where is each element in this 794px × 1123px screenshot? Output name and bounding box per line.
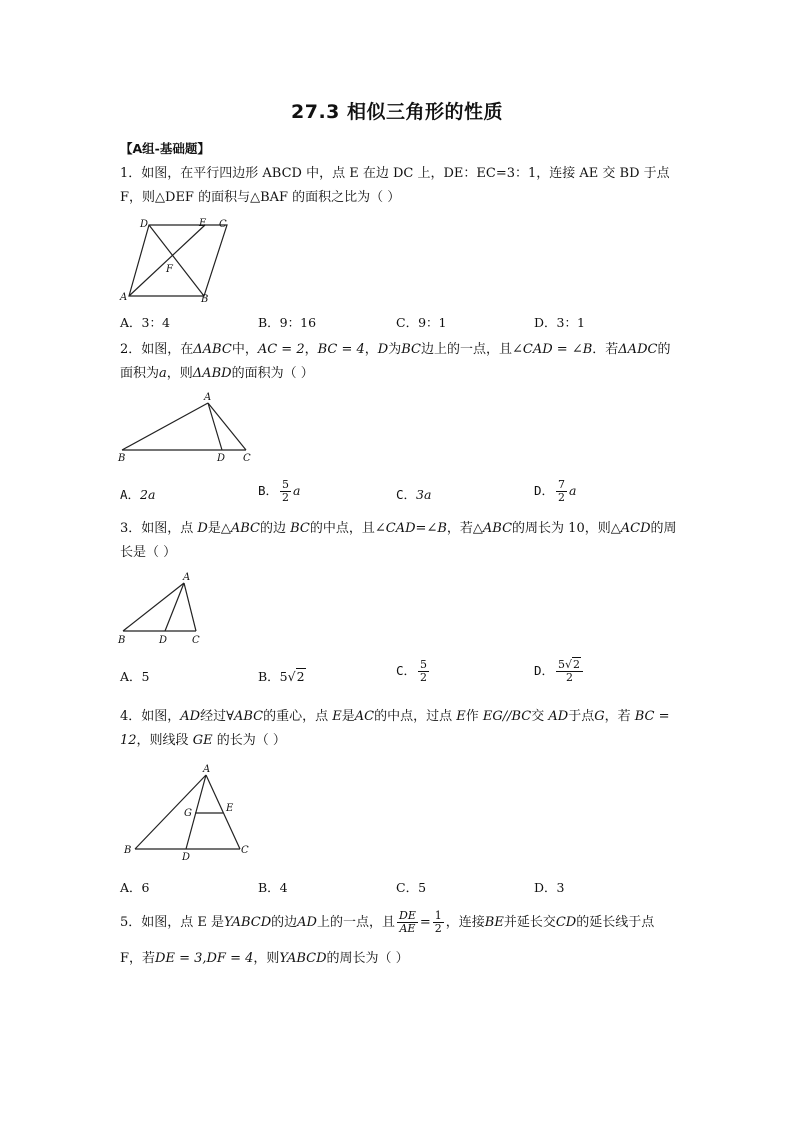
fraction-half: $\frac{1}{2}$ [434, 909, 442, 935]
label-c: C [219, 219, 227, 230]
question-3-options [120, 659, 680, 693]
question-3-text: 3．如图，点 D是△ABC的边 BC的中点，且∠CAD=∠B，若△ABC的周长为 10，则△ACD的周长是（ ） [120, 521, 677, 560]
label-a: A [120, 292, 128, 303]
label-f: F [166, 264, 173, 275]
question-5-text: 5．如图，点 E 是YABCD的边AD上的一点，且 $\frac{DE}{AE}$ = $\frac{1}{2}$ ，连接BE并延长交CD的延长线于点 F，若DE = 3,DF = 4，则YABCD的周长为（ ） [120, 909, 655, 966]
label-g: G [184, 808, 192, 819]
option-c[interactable]: C．9：1 [396, 315, 447, 330]
fraction: $\frac{5√2}{2}$ [556, 659, 583, 684]
label-e: E [199, 218, 207, 229]
question-4-figure [120, 762, 260, 864]
segment-ae [129, 225, 205, 296]
section-heading: 【A组-基础题】 [120, 141, 210, 156]
segment-bd [149, 225, 204, 296]
option-c[interactable]: C．3a [396, 487, 432, 502]
label-d: D [140, 219, 149, 230]
option-a[interactable]: A．2a [120, 487, 156, 502]
option-d[interactable]: D．3：1 [534, 315, 585, 330]
question-1-options [120, 313, 680, 339]
label-a: A [183, 572, 191, 583]
segment-ac [208, 403, 246, 450]
fraction-de-ae: $\frac{DE}{AE}$ [399, 909, 416, 935]
option-b[interactable]: B．5√2 [258, 669, 305, 684]
segment-ac [184, 583, 196, 631]
fraction: $\frac{5}{2}$ [282, 478, 290, 504]
label-b: B [201, 294, 209, 305]
question-1-text: 1．如图，在平行四边形 ABCD 中，点 E 在边 DC 上，DE：EC=3：1，连接 AE 交 BD 于点 F，则△DEF 的面积与△BAF 的面积之比为（ ） [120, 166, 670, 205]
option-a[interactable]: A．5 [120, 669, 150, 684]
question-4-text: 4．如图，AD经过∀ABC的重心，点 E是AC的中点，过点 E作 EG//BC交 AD于点G，若 BC = 12，则线段 GE 的长为（ ） [120, 709, 670, 748]
option-a[interactable]: A．6 [120, 880, 150, 895]
label-c: C [241, 845, 249, 856]
option-d[interactable]: D．3 [534, 880, 565, 895]
option-c[interactable]: C．5 [396, 880, 427, 895]
label-d: D [217, 453, 226, 464]
label-b: B [118, 453, 126, 464]
question-1-figure [118, 216, 233, 306]
segment-ab [135, 775, 206, 849]
label-b: B [118, 635, 126, 646]
question-3-figure [116, 570, 216, 648]
question-2-text: 2．如图，在ΔABC中，AC = 2，BC = 4，D为BC边上的一点，且∠CAD = ∠B．若ΔADC的面积为a，则ΔABD的面积为（ ） [120, 342, 671, 381]
label-c: C [192, 635, 200, 646]
fraction: $\frac{5}{2}$ [420, 658, 428, 684]
segment-ac [206, 775, 240, 849]
option-d[interactable]: D． $\frac{7}{2}$ a [534, 478, 577, 504]
label-a: A [203, 764, 211, 775]
option-d[interactable]: D． $\frac{5√2}{2}$ [534, 659, 585, 684]
option-c[interactable]: C． $\frac{5}{2}$ [396, 658, 428, 684]
question-2-options [120, 479, 680, 511]
label-c: C [243, 453, 251, 464]
option-b[interactable]: B．9：16 [258, 315, 317, 330]
option-b[interactable]: B． $\frac{5}{2}$ a [258, 478, 301, 504]
option-a[interactable]: A．3：4 [120, 315, 170, 330]
question-2-figure [116, 392, 256, 464]
label-e: E [226, 803, 234, 814]
segment-ab [122, 403, 208, 450]
segment-ad [208, 403, 222, 450]
label-b: B [124, 845, 132, 856]
label-d: D [159, 635, 168, 646]
parallelogram-abcd [129, 225, 227, 296]
question-4-options [120, 878, 680, 904]
label-d: D [182, 852, 191, 863]
label-a: A [204, 392, 212, 403]
option-b[interactable]: B．4 [258, 880, 288, 895]
fraction: $\frac{7}{2}$ [558, 478, 566, 504]
page-title: 27.3 相似三角形的性质 [291, 101, 503, 123]
